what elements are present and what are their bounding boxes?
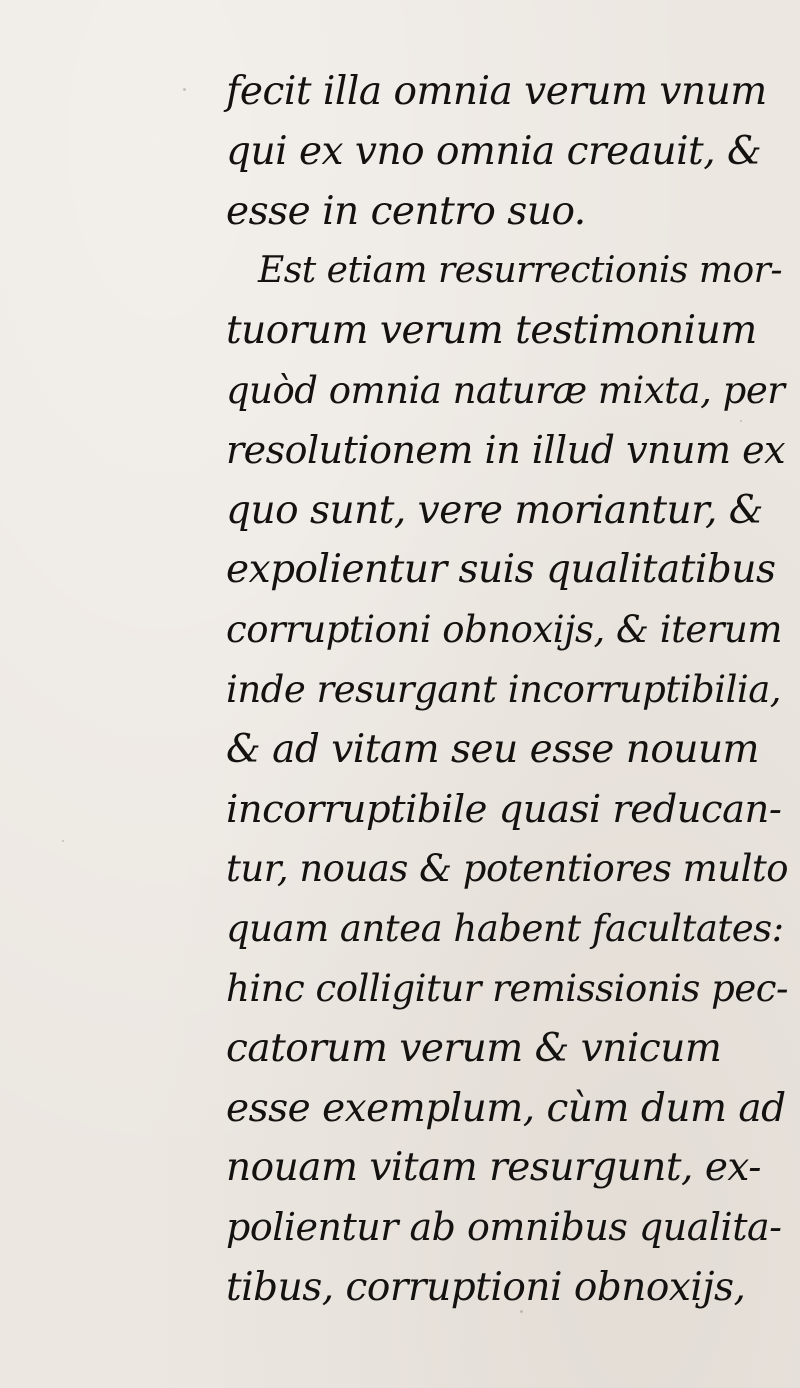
text-line: quòd omnia naturæ mixta, per: [226, 368, 785, 412]
text-line: quo sunt, vere moriantur, &: [226, 487, 764, 533]
text-line: corruptioni obnoxijs, & iterum: [226, 608, 782, 652]
text-line: inde resurgant incorruptibilia,: [226, 667, 782, 711]
text-line: catorum verum & vnicum: [226, 1025, 722, 1071]
text-line: esse in centro suo.: [226, 188, 586, 234]
paper-speck: [183, 88, 186, 91]
text-line: fecit illa omnia verum vnum: [226, 69, 767, 114]
text-line: tur, nouas & potentiores multo: [226, 847, 789, 891]
paper-speck: [62, 840, 64, 842]
text-line: Est etiam resurrectionis mor-: [258, 250, 783, 292]
text-line: incorruptibile quasi reducan-: [226, 786, 782, 832]
text-line: tibus, corruptioni obnoxijs,: [226, 1264, 746, 1310]
text-line: & ad vitam seu esse nouum: [226, 726, 760, 772]
text-line: esse exemplum, cùm dum ad: [226, 1085, 786, 1131]
text-line: expolientur suis qualitatibus: [226, 547, 776, 593]
text-line: hinc colligitur remissionis pec-: [226, 966, 788, 1010]
text-line: tuorum verum testimonium: [226, 308, 757, 354]
text-line: resolutionem in illud vnum ex: [226, 427, 786, 472]
text-line: polientur ab omnibus qualita-: [226, 1205, 782, 1250]
text-line: qui ex vno omnia creauit, &: [226, 128, 762, 174]
latin-text-body: [226, 62, 789, 1318]
text-line: nouam vitam resurgunt, ex-: [226, 1145, 761, 1191]
text-line: quam antea habent facultates:: [226, 907, 784, 951]
